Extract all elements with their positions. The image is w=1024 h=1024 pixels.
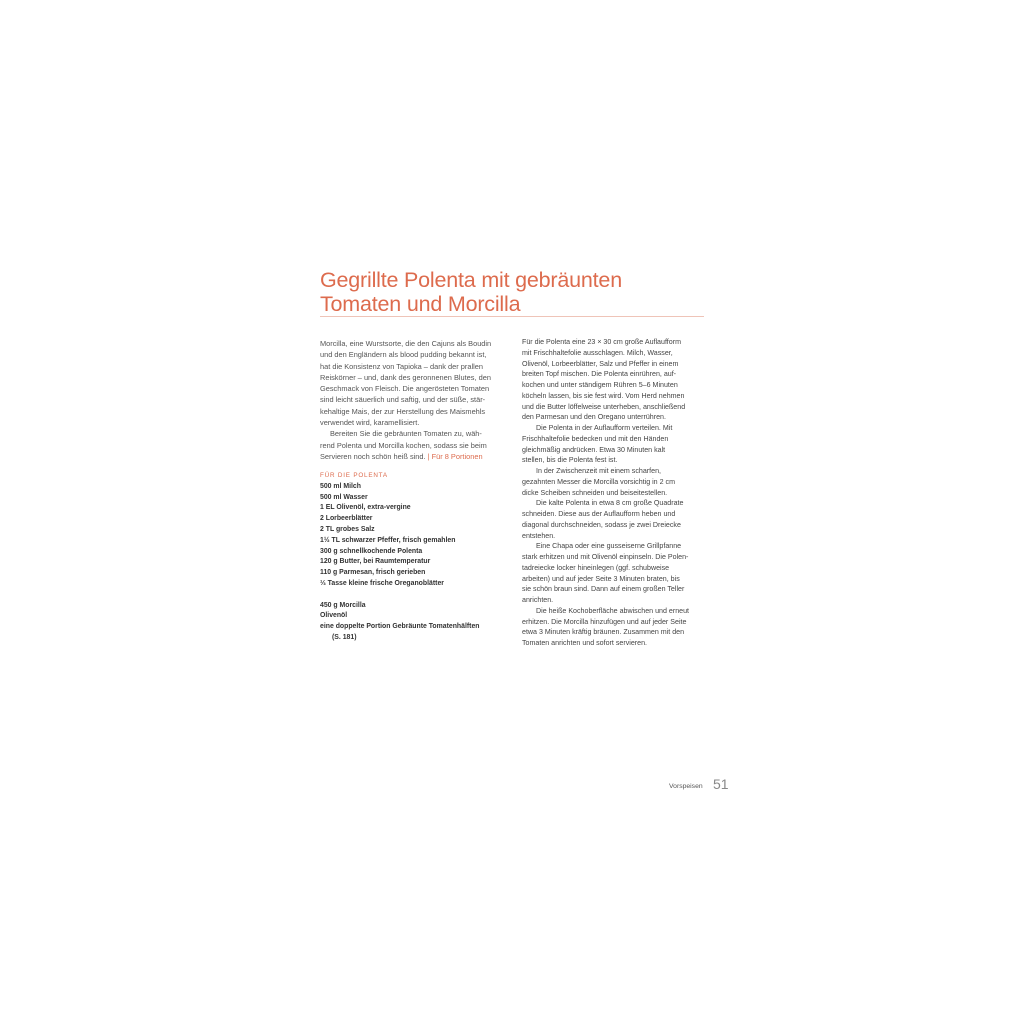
method-line: In der Zwischenzeit mit einem scharfen, (536, 467, 661, 475)
intro-line: Reiskörner – und, dank des geronnenen Blutes, den (320, 372, 491, 382)
ingredient-item: 120 g Butter, bei Raumtemperatur (320, 558, 431, 566)
ingredient-item: eine doppelte Portion Gebräunte Tomatenhälften (320, 623, 480, 631)
method-line: Die kalte Polenta in etwa 8 cm große Quadrate (536, 499, 684, 508)
ingredient-item: 500 ml Milch (320, 482, 361, 490)
intro-line: und den Engländern als blood pudding bekannt ist, (320, 350, 487, 360)
intro-line: kehaltige Mais, der zur Herstellung des Maismehls (320, 406, 486, 416)
servings-label: | Für 8 Portionen (427, 451, 483, 461)
ingredient-spacer (320, 590, 520, 601)
method-line: Frischhaltefolie bedecken und mit den Händen (522, 434, 669, 443)
method-line: gezahnten Messer die Morcilla vorsichtig in 2 cm (522, 477, 675, 486)
method-line: köcheln lassen, bis sie fest wird. Vom Herd nehmen (522, 391, 685, 400)
method-line: sie schön braun sind. Dann auf einem großen Teller (522, 585, 685, 594)
intro-line: Morcilla, eine Wurstsorte, die den Cajuns als Boudin (320, 339, 492, 348)
method-line: gleichmäßig andrücken. Etwa 30 Minuten kalt (522, 445, 666, 454)
method-line: entstehen. (522, 531, 556, 540)
ingredient-item: 2 Lorbeerblätter (320, 515, 373, 523)
method-line: stellen, bis die Polenta fest ist. (522, 456, 618, 465)
title-divider (320, 316, 704, 317)
method-line: diagonal durchschneiden, sodass je zwei Dreiecke (522, 520, 681, 529)
intro-line: Bereiten Sie die gebräunten Tomaten zu, wäh- (330, 429, 482, 439)
ingredient-item: 500 ml Wasser (320, 493, 368, 501)
intro-line: sind leicht säuerlich und saftig, und der süße, stär- (320, 395, 486, 405)
recipe-title (320, 268, 710, 316)
ingredient-item: ⅓ Tasse kleine frische Oreganoblätter (320, 579, 444, 587)
method-line: Tomaten anrichten und sofort servieren. (522, 639, 647, 647)
method-line: Für die Polenta eine 23 × 30 cm große Auflaufform (522, 338, 681, 346)
ingredient-item: Olivenöl (320, 612, 348, 620)
method-line: dicke Scheiben schneiden und beiseitestellen. (522, 488, 668, 497)
ingredient-item: 300 g schnellkochende Polenta (320, 547, 423, 555)
method-line: breiten Topf mischen. Die Polenta einrühren, auf- (522, 370, 677, 379)
footer-section-name: Vorspeisen (669, 783, 703, 790)
method-line: etwa 3 Minuten kräftig bräunen. Zusammen mit den (522, 628, 685, 637)
method-line: Olivenöl, Lorbeerblätter, Salz und Pfeffer in einem (522, 359, 679, 368)
method-line: kochen und unter ständigem Rühren 5–6 Minuten (522, 381, 678, 389)
intro-last-line (320, 451, 510, 462)
intro-line: Geschmack von Fleisch. Die angerösteten Tomaten (320, 384, 490, 394)
ingredient-item: 1 EL Olivenöl, extra-vergine (320, 504, 411, 512)
method-line: schneiden. Diese aus der Auflaufform heben und (522, 510, 676, 518)
method-line: und die Butter löffelweise unterheben, anschließend (522, 402, 686, 411)
ingredient-item: 110 g Parmesan, frisch gerieben (320, 569, 426, 577)
ingredient-list (320, 471, 520, 644)
recipe-intro (320, 338, 510, 462)
ingredient-section-label: FÜR DIE POLENTA (320, 472, 388, 479)
intro-line: Servieren noch schön heiß sind. (320, 451, 426, 461)
recipe-title-line-2: Tomaten und Morcilla (320, 292, 521, 316)
method-line: arbeiten) und auf jeder Seite 3 Minuten braten, bis (522, 574, 680, 583)
recipe-title-line-1: Gegrillte Polenta mit gebräunten (320, 268, 622, 292)
ingredient-item: 450 g Morcilla (320, 601, 366, 609)
intro-line: verwendet wird, karamellisiert. (320, 418, 420, 428)
method-line: Die Polenta in der Auflaufform verteilen. Mit (536, 424, 673, 432)
method-line: mit Frischhaltefolie ausschlagen. Milch, Wasser, (522, 348, 673, 357)
recipe-method (522, 337, 712, 649)
method-line: stark erhitzen und mit Olivenöl einpinseln. Die Polen- (522, 553, 689, 561)
ingredient-item: 1½ TL schwarzer Pfeffer, frisch gemahlen (320, 536, 456, 544)
method-line: Eine Chapa oder eine gusseiserne Grillpfanne (536, 542, 682, 551)
method-line: erhitzen. Die Morcilla hinzufügen und auf jeder Seite (522, 617, 687, 626)
intro-line: hat die Konsistenz von Tapioka – dank der prallen (320, 361, 483, 371)
page-number: 51 (713, 776, 729, 792)
ingredient-item-continuation: (S. 181) (332, 633, 357, 641)
method-line: Die heiße Kochoberfläche abwischen und erneut (536, 606, 690, 615)
method-line: tadreiecke locker hineinlegen (ggf. schubweise (522, 563, 670, 572)
method-line: den Parmesan und den Oregano unterrühren. (522, 413, 666, 422)
ingredient-item: 2 TL grobes Salz (320, 525, 375, 533)
intro-line: rend Polenta und Morcilla kochen, sodass sie beim (320, 440, 487, 450)
method-line: anrichten. (522, 596, 554, 604)
